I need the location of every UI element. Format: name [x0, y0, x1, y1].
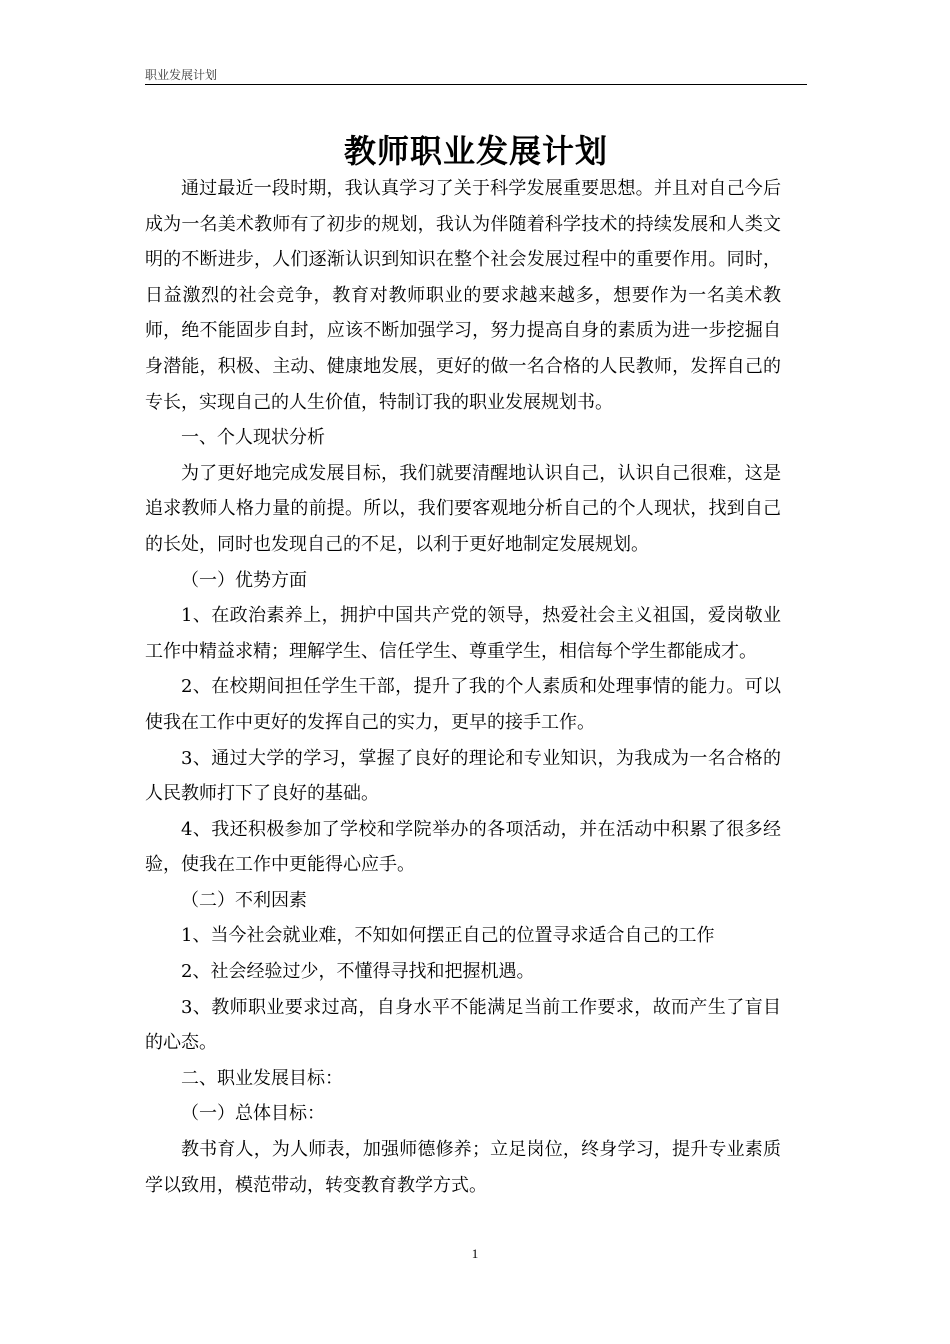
document-title: 教师职业发展计划 — [343, 132, 608, 170]
list-item-strength-3: 3、通过大学的学习，掌握了良好的理论和专业知识，为我成为一名合格的人民教师打下了良好的基础。 — [145, 747, 781, 805]
subsection-heading-overall-goal: （一）总体目标： — [181, 1103, 325, 1125]
page-number: 1 — [471, 1246, 479, 1261]
list-item-weakness-1: 1、当今社会就业难，不知如何摆正自己的位置寻求适合自己的工作 — [181, 925, 715, 947]
section-heading-2: 二、职业发展目标： — [181, 1067, 343, 1089]
list-item-weakness-2: 2、社会经验过少，不懂得寻找和把握机遇。 — [181, 961, 535, 983]
subsection-heading-weaknesses: （二）不利因素 — [181, 889, 307, 911]
header-rule — [145, 84, 807, 85]
paragraph-intro: 通过最近一段时期，我认真学习了关于科学发展重要思想。并且对自己今后成为一名美术教师有了初步的规划，我认为伴随着科学技术的持续发展和人类文明的不断进步，人们逐渐认识到知识在整个社会发展过程中的重要作用。同时，日益激烈的社会竞争，教育对教师职业的要求越来越多，想要作为一名美术教师，绝不能固步自封，应该不断加强学习，努力提高自身的素质为进一步挖掘自身潜能，积极、主动、健康地发展，更好的做一名合格的人民教师，发挥自己的专长，实现自己的人生价值，特制订我的职业发展规划书。 — [145, 178, 781, 413]
list-item-strength-1: 1、在政治素养上，拥护中国共产党的领导，热爱社会主义祖国，爱岗敬业工作中精益求精；理解学生、信任学生、尊重学生，相信每个学生都能成才。 — [145, 605, 781, 662]
paragraph-analysis: 为了更好地完成发展目标，我们就要清醒地认识自己，认识自己很难，这是追求教师人格力量的前提。所以，我们要客观地分析自己的个人现状，找到自己的长处，同时也发现自己的不足，以利于更好地制定发展规划。 — [145, 462, 781, 555]
page-header — [145, 66, 807, 84]
list-item-strength-2: 2、在校期间担任学生干部，提升了我的个人素质和处理事情的能力。可以使我在工作中更好的发挥自己的实力，更早的接手工作。 — [145, 676, 781, 733]
section-heading-1: 一、个人现状分析 — [181, 427, 325, 449]
document-body — [145, 171, 781, 1203]
subsection-heading-strengths: （一）优势方面 — [181, 569, 307, 591]
list-item-weakness-3: 3、教师职业要求过高，自身水平不能满足当前工作要求，故而产生了盲目的心态。 — [145, 996, 781, 1054]
list-item-strength-4: 4、我还积极参加了学校和学院举办的各项活动，并在活动中积累了很多经验，使我在工作中更能得心应手。 — [145, 818, 781, 876]
paragraph-overall-goal: 教书育人，为人师表，加强师德修养；立足岗位，终身学习，提升专业素质学以致用，模范带动，转变教育教学方式。 — [145, 1139, 781, 1196]
header-text: 职业发展计划 — [145, 68, 218, 82]
